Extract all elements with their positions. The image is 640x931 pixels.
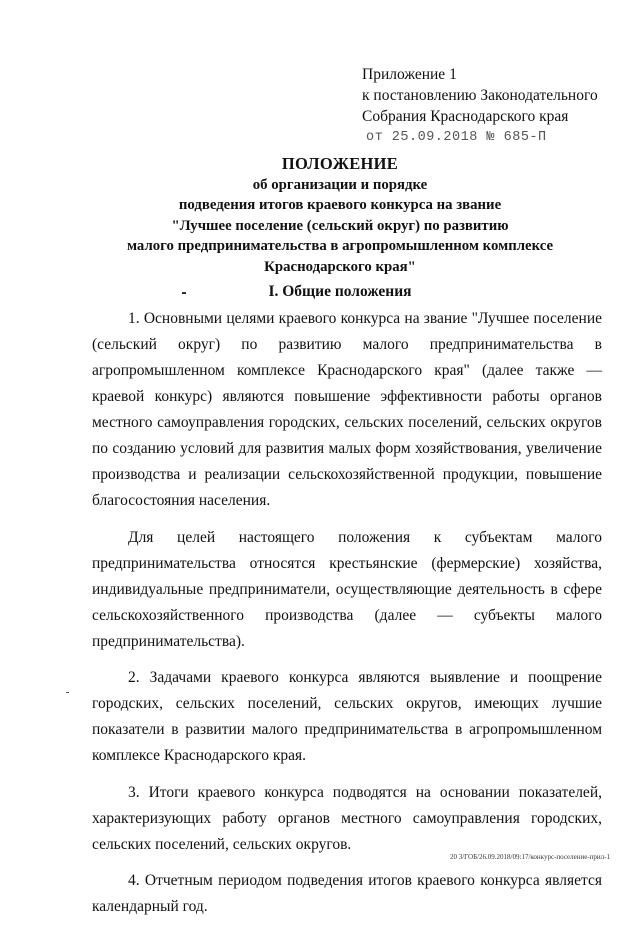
title-line-2: подведения итогов краевого конкурса на звание xyxy=(178,197,502,213)
appendix-authority: Собрания Краснодарского края xyxy=(362,108,569,125)
paragraph-4: 3. Итоги краевого конкурса подводятся на основании показателей, характеризующих работу органов местного самоуправления городских, сельских поселений, сельских округов. xyxy=(92,783,602,853)
appendix-number: Приложение 1 xyxy=(362,66,457,83)
paragraph-5: 4. Отчетным периодом подведения итогов краевого конкурса является календарный год. xyxy=(92,872,602,915)
title-line-5: Краснодарского края" xyxy=(264,258,416,275)
title-line-4: малого предпринимательства в агропромышленном комплексе xyxy=(126,238,554,254)
title-main: ПОЛОЖЕНИЕ xyxy=(281,154,399,173)
appendix-reference: к постановлению Законодательного xyxy=(362,87,598,104)
appendix-date-stamp: от 25.09.2018 № 685-П xyxy=(366,130,547,145)
footer-file-code: 20 3/ГОБ/26.09.2018/09:17/конкурс-поселение-прил-1 xyxy=(449,853,610,861)
section-title: I. Общие положения xyxy=(268,283,412,300)
appendix-block xyxy=(362,64,598,148)
paragraph-1: 1. Основными целями краевого конкурса на звание "Лучшее поселение (сельский округ) по развитию малого предпринимательства в агропромышленном комплексе Краснодарского края" (далее также — краевой конкурс) являются повышение эффективности работы органов местного самоуправления городских, сельских поселений, сельских округов по созданию условий для развития малых форм хозяйствования, увеличение производства и реализации сельскохозяйственной продукции, повышение благосостояния населения. xyxy=(92,310,602,509)
paragraph-3: 2. Задачами краевого конкурса являются выявление и поощрение городских, сельских поселений, сельских округов, имеющих лучшие показатели в развитии малого предпринимательства в агропромышленном комплексе Краснодарского края. xyxy=(92,669,602,764)
document-title xyxy=(60,154,620,277)
title-line-1: об организации и порядке xyxy=(252,176,428,193)
scan-speck xyxy=(66,692,69,693)
paragraph-2: Для целей настоящего положения к субъектам малого предпринимательства относятся крестьянские (фермерские) хозяйства, индивидуальные предприниматели, осуществляющие деятельность в сфере сельскохозяйственного производства (далее — субъекты малого предпринимательства). xyxy=(92,528,602,650)
document-body xyxy=(92,306,602,931)
title-line-3: "Лучшее поселение (сельский округ) по развитию xyxy=(171,217,509,234)
